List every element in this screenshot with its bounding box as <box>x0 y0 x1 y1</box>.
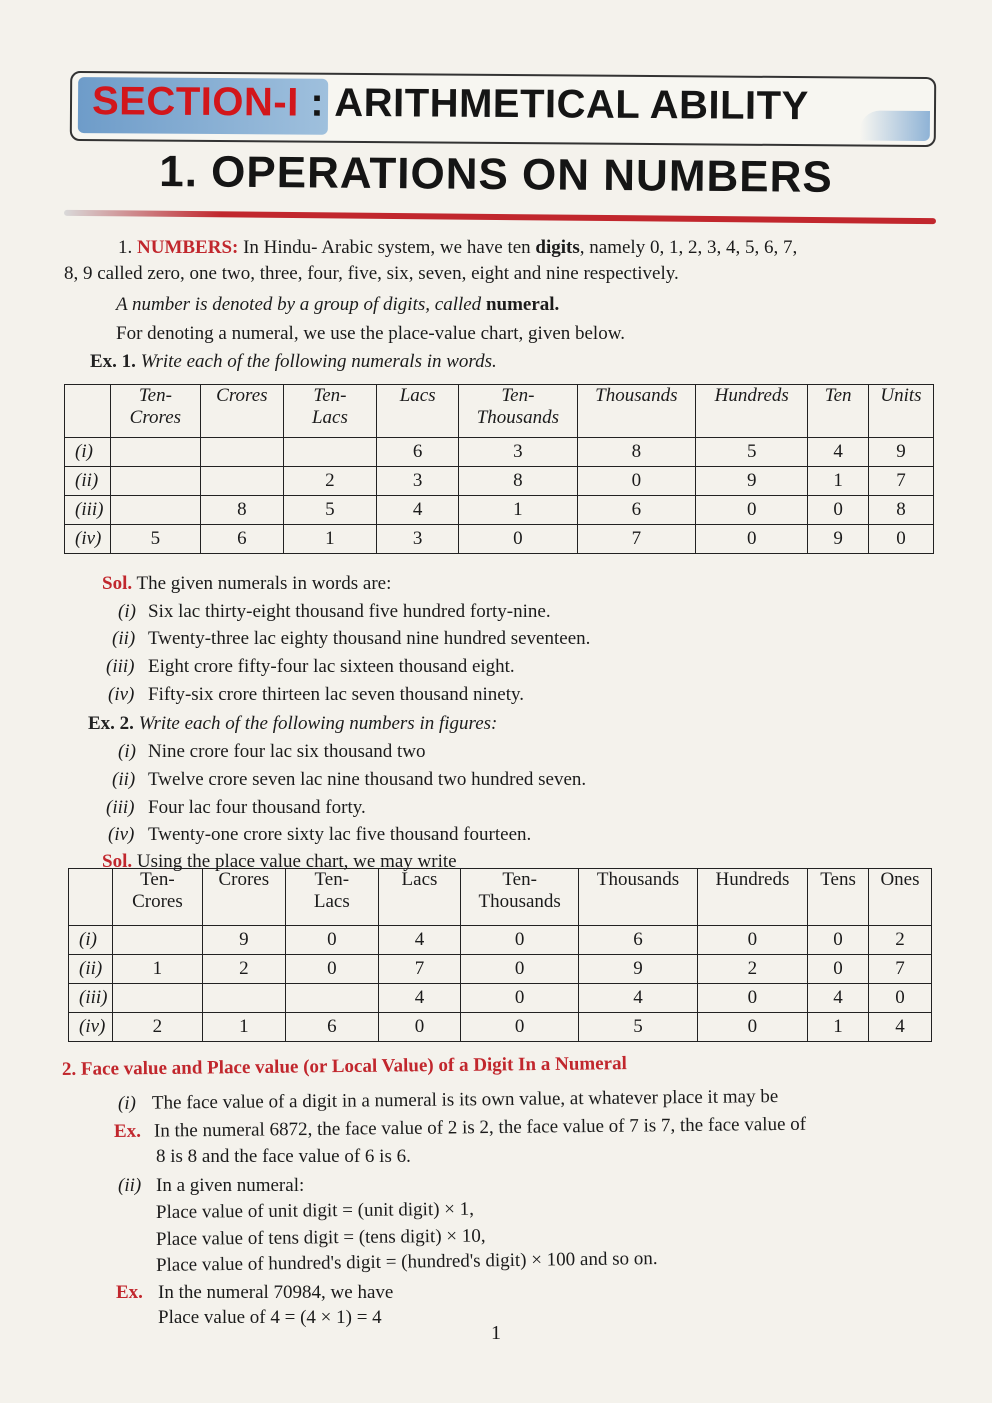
sol1-item <box>106 655 515 679</box>
table1-cell: 8 <box>868 496 933 525</box>
digits-term: digits <box>535 237 580 258</box>
table2-header: Ten- Thousands <box>460 869 578 926</box>
table2-cell <box>112 926 202 955</box>
banner-swoosh <box>860 110 930 140</box>
table2-header-row <box>69 869 932 926</box>
intro-number: 1. <box>118 237 133 258</box>
table1-row-label: (iii) <box>65 496 111 525</box>
sol2-label: Sol. <box>102 851 133 872</box>
intro-text-b: , namely 0, 1, 2, 3, 4, 5, 6, 7, <box>579 237 798 258</box>
table2-cell <box>112 984 202 1013</box>
table2-header: Crores <box>203 869 286 926</box>
item-number: (ii) <box>118 1175 142 1196</box>
table2-cell: 4 <box>808 984 869 1013</box>
intro-line-2: 8, 9 called zero, one two, three, four, five, six, seven, eight and nine respectively. <box>64 263 679 284</box>
table2-row <box>69 1013 932 1042</box>
table2-cell: 4 <box>868 1013 931 1042</box>
table2-header: Ten- Lacs <box>285 869 378 926</box>
table2-header: Ten- Crores <box>112 869 202 926</box>
intro-line-3 <box>116 293 559 317</box>
numeral-term: numeral. <box>485 294 560 315</box>
table1-header <box>65 385 111 438</box>
table1-cell <box>110 467 200 496</box>
table2-row-label: (ii) <box>69 955 113 984</box>
sol1-text: The given numerals in words are: <box>132 573 392 594</box>
table1-header-row <box>65 385 934 438</box>
item-number: (ii) <box>112 769 136 790</box>
table1-row-label: (iv) <box>65 525 111 554</box>
table1-header: Thousands <box>577 385 695 438</box>
table2-cell <box>203 984 286 1013</box>
table2-cell: 1 <box>112 955 202 984</box>
table2-cell: 6 <box>579 926 697 955</box>
ex2-text: Write each of the following numbers in figures: <box>138 713 498 734</box>
table1-row-label: (ii) <box>65 467 111 496</box>
item-number: (iv) <box>108 684 135 705</box>
sec2-example-2-value: Place value of 4 = (4 × 1) = 4 <box>158 1307 382 1328</box>
table1-cell: 0 <box>808 496 869 525</box>
table2-cell: 4 <box>379 926 461 955</box>
place-value-table-2 <box>68 868 932 1042</box>
place-value-table-1 <box>64 384 934 554</box>
table1-cell: 4 <box>377 496 459 525</box>
table1-cell: 0 <box>696 496 808 525</box>
item-number: (iii) <box>106 797 135 818</box>
table1-header: Hundreds <box>696 385 808 438</box>
table1-header: Lacs <box>377 385 459 438</box>
item-text: Four lac four thousand forty. <box>148 797 366 818</box>
ex2-item <box>112 768 586 792</box>
table1-cell: 3 <box>377 525 459 554</box>
item-number: (i) <box>118 741 136 762</box>
ex1-line <box>90 350 497 374</box>
sec2-example-cont: 8 is 8 and the face value of 6 is 6. <box>156 1146 411 1167</box>
table1-cell: 7 <box>577 525 695 554</box>
section-label: SECTION-I <box>91 79 299 125</box>
chapter-title: 1. OPERATIONS ON NUMBERS <box>159 147 833 202</box>
table1-row <box>65 496 934 525</box>
table1-cell: 0 <box>868 525 933 554</box>
table2-cell: 0 <box>697 984 807 1013</box>
table2-cell: 4 <box>579 984 697 1013</box>
table2-cell: 0 <box>460 926 578 955</box>
table2-row-label: (iv) <box>69 1013 113 1042</box>
table2-cell: 0 <box>285 955 378 984</box>
table1-cell <box>201 438 284 467</box>
table1-cell: 6 <box>377 438 459 467</box>
table2-cell: 0 <box>868 984 931 1013</box>
table1-row <box>65 438 934 467</box>
table2-cell: 0 <box>460 1013 578 1042</box>
table1-cell: 5 <box>696 438 808 467</box>
table1-cell: 3 <box>377 467 459 496</box>
ex2-item <box>118 740 426 764</box>
sol1-line <box>102 572 391 596</box>
item-text: Six lac thirty-eight thousand five hundred forty-nine. <box>148 601 551 622</box>
table2-cell: 0 <box>460 984 578 1013</box>
table1-header: Ten- Crores <box>110 385 200 438</box>
table1-cell: 7 <box>868 467 933 496</box>
place-value-rule-1: Place value of unit digit = (unit digit) × 1, <box>155 1198 475 1223</box>
numbers-heading: NUMBERS: <box>137 237 239 258</box>
table1-cell: 5 <box>110 525 200 554</box>
table2-cell: 0 <box>460 955 578 984</box>
table1-cell: 5 <box>283 496 376 525</box>
table1-row <box>65 525 934 554</box>
table2-header <box>69 869 113 926</box>
table1-row <box>65 467 934 496</box>
ex2-label: Ex. 2. <box>88 713 134 734</box>
numeral-definition: A number is denoted by a group of digits, called <box>116 294 486 315</box>
item-text: Fifty-six crore thirteen lac seven thousand ninety. <box>148 684 525 705</box>
table2-cell: 0 <box>697 1013 807 1042</box>
item-text: Twenty-one crore sixty lac five thousand fourteen. <box>148 824 532 845</box>
table2-cell <box>285 984 378 1013</box>
table2-cell: 0 <box>808 926 869 955</box>
table2-row-label: (iii) <box>69 984 113 1013</box>
ex2-item <box>108 823 531 847</box>
table1-cell: 4 <box>808 438 869 467</box>
sec2-example-2 <box>116 1281 393 1305</box>
item-number: (i) <box>117 1092 137 1114</box>
place-value-rule-3: Place value of hundred's digit = (hundred's digit) × 100 and so on. <box>155 1247 658 1276</box>
sec2-heading: 2. Face value and Place value (or Local Value) of a Digit In a Numeral <box>61 1053 627 1080</box>
table2-cell: 2 <box>697 955 807 984</box>
table1-cell: 0 <box>459 525 577 554</box>
item-text: In a given numeral: <box>156 1175 305 1196</box>
table1-cell <box>201 467 284 496</box>
table2-header: Thousands <box>579 869 697 926</box>
table2-cell: 7 <box>379 955 461 984</box>
item-text: Twenty-three lac eighty thousand nine hundred seventeen. <box>148 628 591 649</box>
table2-cell: 9 <box>579 955 697 984</box>
table1-header: Units <box>868 385 933 438</box>
intro-line-4: For denoting a numeral, we use the place-value chart, given below. <box>116 323 625 344</box>
sec2-example <box>114 1113 806 1144</box>
table2-cell: 0 <box>379 1013 461 1042</box>
table2-cell: 0 <box>697 926 807 955</box>
table2-cell: 7 <box>868 955 931 984</box>
table2-cell: 0 <box>808 955 869 984</box>
example-label: Ex. <box>113 1120 142 1142</box>
sol1-item <box>112 627 590 651</box>
item-text: Twelve crore seven lac nine thousand two hundred seven. <box>148 769 587 790</box>
table2-row <box>69 955 932 984</box>
example-label: Ex. <box>116 1282 143 1303</box>
table1-cell: 0 <box>696 525 808 554</box>
ex2-line <box>88 712 497 736</box>
table1-cell: 1 <box>459 496 577 525</box>
item-text: Eight crore fifty-four lac sixteen thousand eight. <box>148 656 515 677</box>
table1-cell: 9 <box>868 438 933 467</box>
ex1-label: Ex. 1. <box>90 351 136 372</box>
item-number: (i) <box>118 601 136 622</box>
table1-cell: 9 <box>808 525 869 554</box>
sol1-item <box>108 683 524 707</box>
table1-cell <box>110 496 200 525</box>
example-text: In the numeral 6872, the face value of 2 is 2, the face value of 7 is 7, the face value of <box>153 1113 807 1142</box>
table1-header: Ten <box>808 385 869 438</box>
table1-header: Ten- Lacs <box>283 385 376 438</box>
table1-cell: 8 <box>201 496 284 525</box>
table1-cell: 9 <box>696 467 808 496</box>
table1-cell: 6 <box>201 525 284 554</box>
table1-cell: 6 <box>577 496 695 525</box>
table1-cell <box>110 438 200 467</box>
table2-cell: 6 <box>285 1013 378 1042</box>
section-name: : ARITHMETICAL ABILITY <box>298 80 809 129</box>
table1-cell: 8 <box>577 438 695 467</box>
sol2-text: Using the place value chart, we may write <box>132 851 457 872</box>
item-text: Nine crore four lac six thousand two <box>148 741 426 762</box>
table2-header: Ones <box>868 869 931 926</box>
section-title <box>92 79 809 129</box>
table1-cell: 2 <box>283 467 376 496</box>
item-number: (iv) <box>108 824 135 845</box>
table2-cell: 2 <box>203 955 286 984</box>
item-number: (ii) <box>112 628 136 649</box>
table2-cell: 1 <box>808 1013 869 1042</box>
item-number: (iii) <box>106 656 135 677</box>
intro-text-a: In Hindu- Arabic system, we have ten <box>238 237 536 258</box>
table2-header: Tens <box>808 869 869 926</box>
item-text: The face value of a digit in a numeral is its own value, at whatever place it may be <box>151 1086 779 1114</box>
table2-row <box>69 984 932 1013</box>
table2-row-label: (i) <box>69 926 113 955</box>
table2-cell: 2 <box>868 926 931 955</box>
page-number: 1 <box>491 1322 501 1344</box>
table1-cell: 8 <box>459 467 577 496</box>
table2-cell: 4 <box>379 984 461 1013</box>
title-rule <box>64 210 936 224</box>
table2-cell: 9 <box>203 926 286 955</box>
table1-header: Crores <box>201 385 284 438</box>
table2-row <box>69 926 932 955</box>
intro-line-1 <box>118 236 797 260</box>
table2-cell: 5 <box>579 1013 697 1042</box>
sol1-item <box>118 600 551 624</box>
table1-cell: 1 <box>808 467 869 496</box>
table2-cell: 2 <box>112 1013 202 1042</box>
example-text: In the numeral 70984, we have <box>158 1282 394 1303</box>
table2-header: Lacs <box>379 869 461 926</box>
place-value-rule-2: Place value of tens digit = (tens digit) × 10, <box>155 1225 486 1250</box>
table2-cell: 0 <box>285 926 378 955</box>
table1-cell: 0 <box>577 467 695 496</box>
table1-cell: 1 <box>283 525 376 554</box>
table1-header: Ten- Thousands <box>459 385 577 438</box>
sol1-label: Sol. <box>102 573 133 594</box>
table2-header: Hundreds <box>697 869 807 926</box>
table1-cell: 3 <box>459 438 577 467</box>
table1-cell <box>283 438 376 467</box>
sec2-item-i <box>118 1085 778 1116</box>
ex1-text: Write each of the following numerals in words. <box>140 351 497 372</box>
section-banner <box>70 71 936 147</box>
table1-row-label: (i) <box>65 438 111 467</box>
ex2-item <box>106 796 366 820</box>
sec2-item-ii <box>118 1174 304 1198</box>
table2-cell: 1 <box>203 1013 286 1042</box>
